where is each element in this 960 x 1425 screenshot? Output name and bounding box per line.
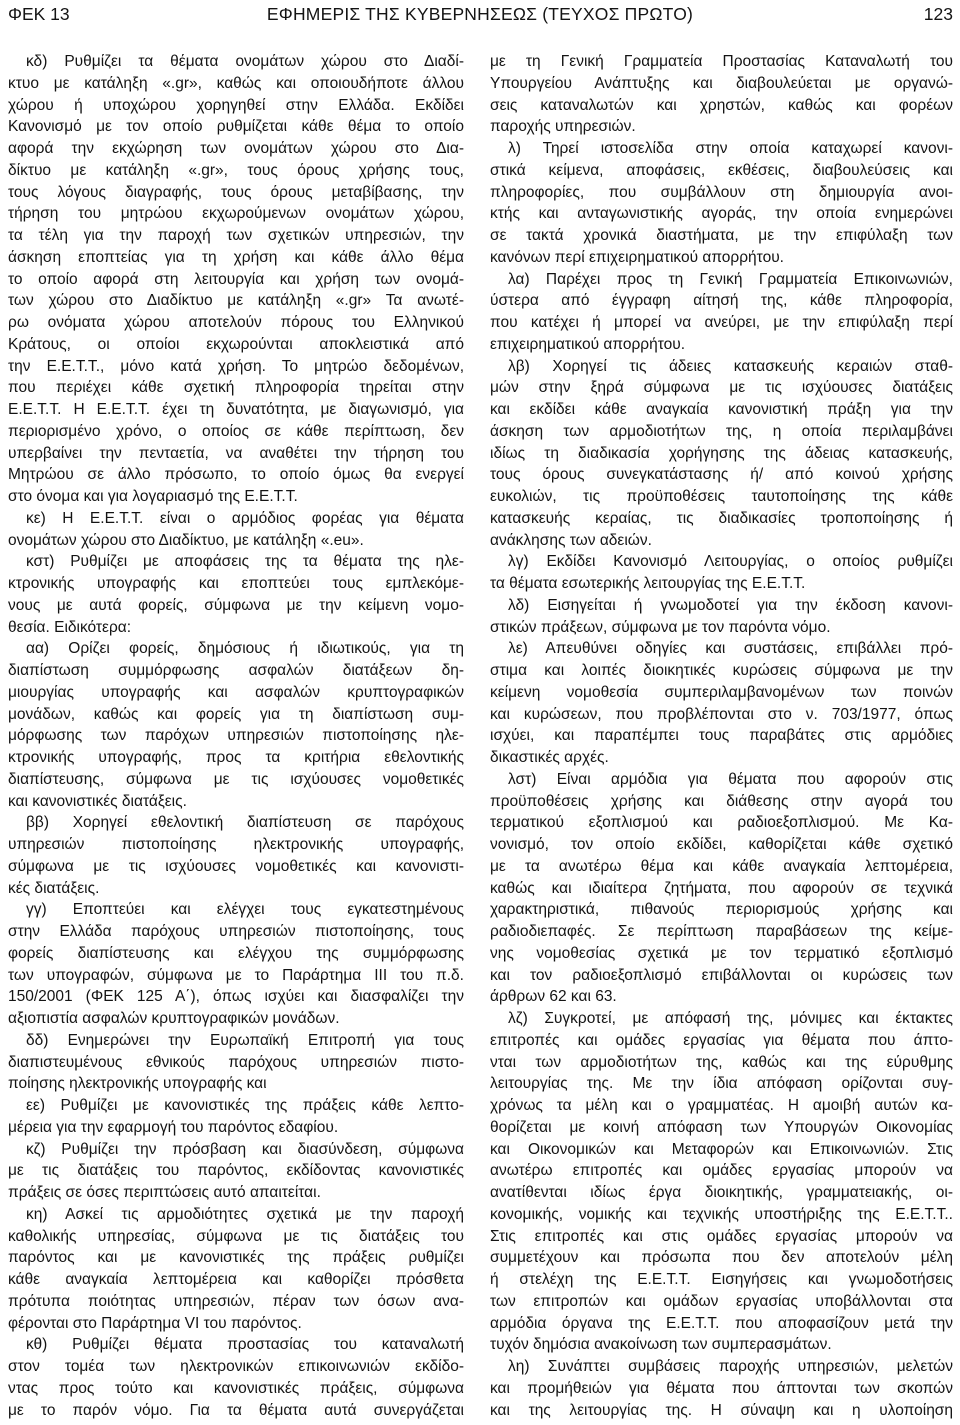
text-line: ντας προς τούτο και κανονιστικές πράξεις, σύμφωνα bbox=[8, 1379, 464, 1397]
text-line: λγ) Εκδίδει Κανονισμό Λειτουργίας, ο οποίος ρυθμίζει bbox=[508, 553, 953, 571]
text-line: Ε.Ε.Τ.Τ. Η Ε.Ε.Τ.Τ. έχει τη δυνατότητα, με διαγωνισμό, για bbox=[8, 401, 464, 418]
text-line: στην Ελλάδα παρόχους υπηρεσιών πιστοποίησης, τους bbox=[8, 923, 464, 940]
text-line: ανατίθενται ιδίως έργα διοικητικής, γραμματειακής, οι- bbox=[490, 1184, 953, 1201]
text-line: δικαστικές αρχές. bbox=[490, 749, 609, 766]
text-line: νονισμό, τον οποίο εκδίδει, καθορίζεται κάθε σχετικό bbox=[490, 836, 953, 853]
text-line: υπηρεσιών πιστοποίησης ηλεκτρονικής υπογραφής, bbox=[8, 836, 464, 853]
text-line: 150/2001 (ΦΕΚ 125 Α΄), όπως ισχύει και διασφαλίζει την bbox=[8, 988, 464, 1006]
text-line: Υπουργείου Ανάπτυξης και διαβουλεύεται με οργανώ- bbox=[490, 74, 953, 92]
text-line: μονάδων, καθώς και φορείς για τη διαπίστωση συμ- bbox=[8, 705, 464, 723]
paragraph bbox=[8, 1139, 464, 1204]
text-line: Κράτους, οι οποίοι εκχωρούνται αποκλειστικά από bbox=[8, 335, 464, 353]
text-line: παροχής υπηρεσιών. bbox=[490, 118, 636, 136]
text-line: νται των αρμοδιοτήτων της, καθώς και της εύρυθμης bbox=[490, 1053, 953, 1071]
right-column bbox=[490, 51, 953, 1421]
text-line: κη) Ασκεί τις αρμοδιότητες σχετικά με την παροχή bbox=[26, 1205, 464, 1223]
text-line: περιορισμένο χρόνο, ο οποίος σε κάθε περίπτωση, δεν bbox=[8, 422, 464, 440]
text-line: των επιτροπών και ομάδων εργασίας υποβάλλονται στα bbox=[490, 1292, 953, 1310]
text-line: κονομικής, νομικής και τεχνικής υποστήριξης της Ε.Ε.Τ.Τ.. bbox=[490, 1205, 953, 1223]
paragraph bbox=[8, 812, 464, 899]
text-line: λβ) Χορηγεί τις άδειες κατασκευής κεραιών σταθ- bbox=[508, 357, 953, 375]
text-line: λη) Συνάπτει συμβάσεις παροχής υπηρεσιών, μελετών bbox=[508, 1358, 953, 1375]
text-line: πρότυπα ποιότητας υπηρεσιών, πέραν των όσων ανα- bbox=[8, 1292, 464, 1310]
text-line: δίκτυο με κατάληξη «.gr», τους όρους χρήσης τους, bbox=[8, 161, 464, 179]
text-line: αξιοπιστία ασφαλών κρυπτογραφικών μονάδων. bbox=[8, 1010, 340, 1027]
text-line: με τη Γενική Γραμματεία Προστασίας Καταναλωτή του bbox=[490, 53, 953, 70]
text-line: κδ) Ρυθμίζει τα θέματα ονομάτων χώρου στο Διαδί- bbox=[26, 53, 464, 70]
text-line: μών στην ξηρά σύμφωνα με τις ισχύουσες διατάξεις bbox=[490, 379, 953, 397]
text-line: κανόνων περί επιχειρηματικού απορρήτου. bbox=[490, 248, 784, 266]
text-line: τήρηση του μητρώου εκχωρούμενων ονομάτων χώρου, bbox=[8, 205, 464, 223]
text-line: αα) Ορίζει φορείς, δημόσιους ή ιδιωτικούς, για τη bbox=[26, 640, 464, 658]
text-line: Στις επιτροπές και στις ομάδες εργασίας μπορούν να bbox=[490, 1227, 953, 1245]
text-line: άσκηση των αρμοδιοτήτων της, η οποία περιλαμβάνει bbox=[490, 422, 953, 440]
text-line: νης νομοθεσίας σχετικά με τον τερματικό εξοπλισμό bbox=[490, 944, 953, 962]
text-line: γγ) Εποπτεύει και ελέγχει τους εγκατεστημένους bbox=[26, 901, 464, 919]
text-line: αρμόδια όργανα της Ε.Ε.Τ.Τ. που αποφασίζουν μετά την bbox=[490, 1314, 953, 1332]
text-line: και της λειτουργίας της. Η σύναψη και η υλοποίηση bbox=[490, 1401, 953, 1419]
text-line: στιμα και λοιπές διοικητικές κυρώσεις σύμφωνα με την bbox=[490, 662, 953, 679]
text-line: στο όνομα και για λογαριασμό της Ε.Ε.Τ.Τ. bbox=[8, 488, 298, 505]
text-line: και εκδίδει κάθε αναγκαία κανονιστική πράξη για την bbox=[490, 401, 953, 418]
text-line: τα θέματα εσωτερικής λειτουργίας της Ε.Ε.Τ.Τ. bbox=[490, 575, 806, 592]
text-line: αφορά την εκχώρηση των ονομάτων χώρου στο Δια- bbox=[8, 140, 464, 157]
text-line: τερματικού εξοπλισμού και ραδιοεξοπλισμού. Με Κα- bbox=[490, 814, 953, 832]
text-line: καθολικής υπηρεσίας, σύμφωνα με τις διατάξεις του bbox=[8, 1227, 464, 1245]
text-line: κτυο με κατάληξη «.gr», καθώς και οποιουδήποτε άλλου bbox=[8, 74, 464, 92]
text-line: ποίησης ηλεκτρονικής υπογραφής και bbox=[8, 1075, 267, 1093]
text-line: λειτουργίας της. Με την ίδια απόφαση ορίζονται συγ- bbox=[490, 1075, 953, 1093]
gazette-issue-label: ΦΕΚ 13 bbox=[8, 4, 70, 24]
text-line: Κανονισμό με τον οποίο ρυθμίζεται κάθε θέμα το οποίο bbox=[8, 118, 464, 136]
text-line: σύμφωνα με τις ισχύουσες νομοθετικές και κανονιστι- bbox=[8, 857, 464, 875]
text-line: με τις διατάξεις του παρόντος, εκδίδοντας κανονιστικές bbox=[8, 1162, 464, 1180]
paragraph bbox=[490, 1356, 953, 1421]
text-line: στικών πράξεων, σύμφωνα με τον παρόντα νόμο. bbox=[490, 618, 831, 636]
paragraph bbox=[490, 1008, 953, 1356]
paragraph bbox=[490, 769, 953, 1008]
text-line: νους με αυτά φορείς, σύμφωνα με την κείμενη νομο- bbox=[8, 596, 464, 614]
text-line: διαπίστωση συμμόρφωσης ασφαλών διατάξεων δη- bbox=[8, 662, 464, 679]
text-line: κατασκευής κεραίας, τις διαδικασίες τροποποίησης ή bbox=[490, 509, 953, 527]
text-line: επιτροπές και ομάδες εργασίας για θέματα που άπτο- bbox=[490, 1031, 953, 1049]
text-line: ή στελέχη της Ε.Ε.Τ.Τ. Εισηγήσεις και γνωμοδοτήσεις bbox=[490, 1271, 953, 1288]
text-line: και κυρώσεων, που προβλέπονται στο ν. 703/1977, όπως bbox=[490, 705, 953, 723]
text-line: εε) Ρυθμίζει με κανονιστικές της πράξεις κάθε λεπτο- bbox=[26, 1097, 464, 1114]
text-line: χαρακτηριστικά, πιθανούς περιορισμούς χρήσης και bbox=[490, 901, 953, 919]
left-column bbox=[8, 51, 464, 1421]
text-line: άσκηση εποπτείας για τη χρήση και κάθε άλλο θέμα bbox=[8, 248, 464, 266]
text-line: που κατέχει ή μπορεί να ανεύρει, με την επιφύλαξη περί bbox=[490, 314, 953, 331]
text-line: παρόντος και με κανονιστικές της πράξεις ρυθμίζει bbox=[8, 1249, 464, 1267]
text-line: κτής και ανταγωνιστικής αγοράς, την οποία ενημερώνει bbox=[490, 205, 953, 223]
text-line: τυχόν δημόσια ανακοίνωση των συμπερασμάτων. bbox=[490, 1336, 832, 1354]
text-line: κτρονικής υπογραφής, προς τα κριτήρια εθελοντικής bbox=[8, 749, 464, 766]
text-line: ισχύει, και παραπέμπει τους παραβάτες στις αρμόδιες bbox=[490, 727, 953, 745]
text-line: μόρφωσης των παρόχων υπηρεσιών πιστοποίησης ηλε- bbox=[8, 727, 464, 745]
text-line: με το παρόν νόμο. Για τα θέματα αυτά συνεργάζεται bbox=[8, 1401, 464, 1419]
text-line: πληροφορίες, που συμβάλλουν στη δημιουργία ανοι- bbox=[490, 183, 953, 201]
text-line: το οποίο αφορά στη λειτουργία και χρήση των ονομά- bbox=[8, 270, 464, 288]
paragraph bbox=[8, 508, 464, 552]
text-line: των υπογραφών, σύμφωνα με το Παράρτημα III του π.δ. bbox=[8, 966, 464, 984]
paragraph bbox=[8, 1030, 464, 1095]
text-line: λδ) Εισηγείται ή γνωμοδοτεί για την έκδοση κανονι- bbox=[508, 596, 953, 614]
text-line: ανωτέρω επιτροπές και ομάδες εργασίας μπορούν να bbox=[490, 1162, 953, 1180]
paragraph bbox=[490, 638, 953, 769]
paragraph bbox=[490, 51, 953, 138]
text-line: άρθρων 62 και 63. bbox=[490, 988, 617, 1006]
text-line: σε τακτά χρονικά διαστήματα, με την επιφύλαξη των bbox=[490, 227, 953, 244]
text-line: προϋποθέσεις χρήσης και διάθεσης στην αγορά του bbox=[490, 792, 953, 810]
text-line: κζ) Ρυθμίζει την πρόσβαση και διασύνδεση, σύμφωνα bbox=[26, 1140, 464, 1158]
text-line: κτρονικής υπογραφής και εποπτεύει τους εμπλεκόμε- bbox=[8, 575, 464, 592]
text-line: και Οικονομικών και Μεταφορών και Επικοινωνιών. Στις bbox=[490, 1140, 953, 1158]
paragraph bbox=[490, 269, 953, 356]
page-number: 123 bbox=[923, 4, 953, 24]
text-line: θεσία. Ειδικότερα: bbox=[8, 618, 132, 636]
text-line: φορείς διαπίστευσης και ελέγχου της συμμόρφωσης bbox=[8, 944, 464, 962]
paragraph bbox=[8, 1095, 464, 1139]
text-line: Μητρώου σε άλλο πρόσωπο, το οποίο όμως θα ενεργεί bbox=[8, 466, 464, 484]
text-line: κστ) Ρυθμίζει με αποφάσεις της τα θέματα της ηλε- bbox=[26, 553, 464, 571]
text-line: επιχειρηματικού απορρήτου. bbox=[490, 335, 686, 353]
paragraph bbox=[8, 899, 464, 1030]
text-line: που περιέχει κάθε σχετική πληροφορία τηρείται στην bbox=[8, 379, 464, 397]
text-line: θορίζεται με κοινή απόφαση των Υπουργών Οικονομίας bbox=[490, 1118, 953, 1136]
text-line: ββ) Χορηγεί εθελοντική διαπίστευση σε παρόχους bbox=[26, 814, 464, 832]
text-line: διαπίστευσης, σύμφωνα με τις ισχύουσες νομοθετικές bbox=[8, 770, 464, 788]
text-line: υπερβαίνει την πενταετία, να αναθέτει την τήρηση του bbox=[8, 444, 464, 462]
text-line: κείμενη νομοθεσία συμπεριλαμβανομένων των ποινών bbox=[490, 683, 953, 701]
text-line: λζ) Συγκροτεί, με απόφασή της, μόνιμες και έκτακτες bbox=[508, 1010, 953, 1027]
text-line: κθ) Ρυθμίζει θέματα προστασίας του καταναλωτή bbox=[26, 1336, 464, 1354]
text-line: συμμετέχουν και πρόσωπα που δεν αποτελούν μέλη bbox=[490, 1249, 953, 1267]
text-line: κε) Η Ε.Ε.Τ.Τ. είναι ο αρμόδιος φορέας για θέματα bbox=[26, 509, 464, 527]
text-line: τα τέλη για την παροχή των σχετικών υπηρεσιών, την bbox=[8, 227, 464, 244]
text-line: ύστερα από έγγραφη αίτησή της, κάθε πληροφορία, bbox=[490, 292, 953, 310]
paragraph bbox=[490, 356, 953, 552]
text-line: ραδιοδιεπαφές. Σε περίπτωση παραβάσεων της κείμε- bbox=[490, 923, 953, 940]
text-line: στικά κείμενα, αποφάσεις, εκθέσεις, διαβουλεύσεις και bbox=[490, 161, 953, 179]
text-line: σεις καταναλωτών και χρηστών, καθώς και φορέων bbox=[490, 96, 953, 114]
paragraph bbox=[8, 638, 464, 812]
text-line: λα) Παρέχει προς τη Γενική Γραμματεία Επικοινωνιών, bbox=[508, 270, 953, 288]
text-line: λστ) Είναι αρμόδια για θέματα που αφορούν στις bbox=[508, 770, 953, 788]
text-line: δδ) Ενημερώνει την Ευρωπαϊκή Επιτροπή για τους bbox=[26, 1031, 464, 1049]
text-line: τους όρους συνεγκατάστασης ή/ από κοινού χρήσης bbox=[490, 466, 953, 484]
text-line: μιουργίας υπογραφής και ασφαλών κρυπτογραφικών bbox=[8, 683, 464, 701]
paragraph bbox=[8, 51, 464, 508]
text-line: χώρου ή υποχώρου χορηγηθεί στην Ελλάδα. Εκδίδει bbox=[8, 96, 464, 114]
text-line: ιδίως τη διαδικασία χορήγησης της άδειας κατασκευής, bbox=[490, 444, 953, 462]
paragraph bbox=[490, 595, 953, 639]
text-line: των χώρου στο Διαδίκτυο με κατάληξη «.gr» Τα ανωτέ- bbox=[8, 292, 464, 310]
text-line: κάθε αναγκαία λεπτομέρεια και καθορίζει πρόσθετα bbox=[8, 1271, 464, 1288]
text-line: την Ε.Ε.Τ.Τ., μόνο κατά χρήση. Το μητρώο δεδομένων, bbox=[8, 357, 464, 375]
paragraph bbox=[8, 551, 464, 638]
paragraph bbox=[8, 1204, 464, 1335]
paragraph bbox=[8, 1334, 464, 1421]
text-line: μέρεια για την εφαρμογή του παρόντος εδαφίου. bbox=[8, 1118, 339, 1136]
text-line: και τον ραδιοεξοπλισμό επιβάλλονται οι κυρώσεις των bbox=[490, 966, 953, 984]
text-line: διαπιστευμένους εθνικούς παρόχους υπηρεσιών πιστο- bbox=[8, 1053, 464, 1071]
text-line: ευκολιών, τις προϋποθέσεις ταυτοποίησης της κάθε bbox=[490, 488, 953, 505]
text-line: καθώς και ιδιαίτερα ζητήματα, που αφορούν σε τεχνικά bbox=[490, 879, 953, 897]
text-line: πράξεις σε όσες περιπτώσεις αυτό απαιτείται. bbox=[8, 1184, 321, 1201]
text-line: χρόνως τα μέλη και ο γραμματέας. Η αμοιβή αυτών κα- bbox=[490, 1097, 953, 1114]
text-line: με τα ανωτέρω θέμα και κάθε αναγκαία λεπτομέρεια, bbox=[490, 857, 953, 875]
text-line: τους λόγους διαγραφής, τους όρους μεταβίβασης, την bbox=[8, 183, 464, 201]
gazette-title: ΕΦΗΜΕΡΙΣ ΤΗΣ ΚΥΒΕΡΝΗΣΕΩΣ (ΤΕΥΧΟΣ ΠΡΩΤΟ) bbox=[266, 4, 694, 24]
text-line: λε) Απευθύνει οδηγίες και συστάσεις, επιβάλλει πρό- bbox=[508, 640, 953, 658]
paragraph bbox=[490, 551, 953, 595]
text-line: ρω ονόματα χώρου αποτελούν πόρους του Ελληνικού bbox=[8, 314, 464, 331]
text-line: και προμήθειών για θέματα που άπτονται των σκοπών bbox=[490, 1379, 953, 1397]
text-line: και κανονιστικές διατάξεις. bbox=[8, 792, 187, 810]
paragraph bbox=[490, 138, 953, 269]
text-line: ονομάτων χώρου στο Διαδίκτυο, με κατάληξη «.eu». bbox=[8, 531, 364, 549]
text-line: λ) Τηρεί ιστοσελίδα στην οποία καταχωρεί κανονι- bbox=[508, 140, 953, 157]
text-line: ανάκλησης των αδειών. bbox=[490, 531, 652, 549]
text-line: φέρονται στο Παράρτημα VI του παρόντος. bbox=[8, 1314, 302, 1332]
text-line: στον τομέα των ηλεκτρονικών επικοινωνιών εκδίδο- bbox=[8, 1358, 464, 1375]
text-line: κές διατάξεις. bbox=[8, 879, 100, 897]
